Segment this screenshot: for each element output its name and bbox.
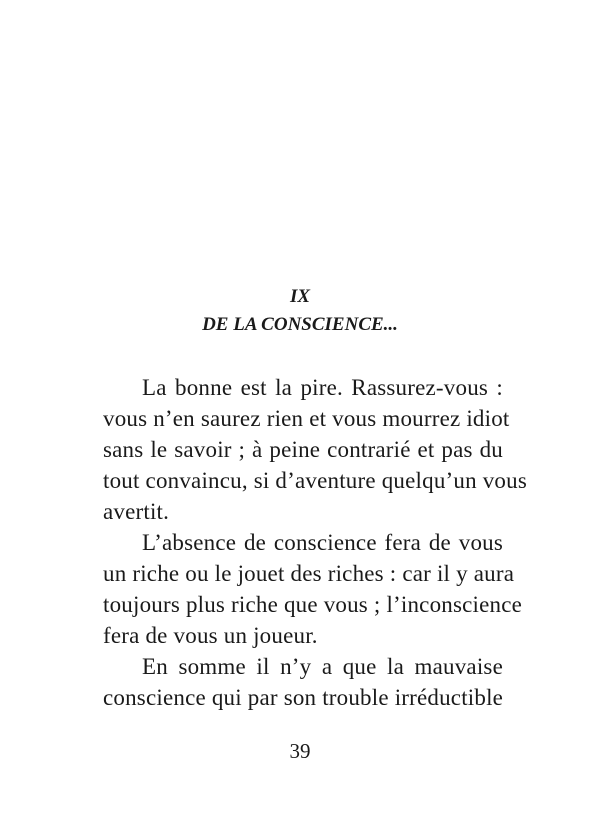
text-line: sans le savoir ; à peine contrarié et pas du [103, 437, 503, 462]
body-text [103, 372, 527, 713]
page-number: 39 [289, 739, 311, 763]
text-line: un riche ou le jouet des riches : car il y aura [103, 561, 515, 586]
chapter-header [0, 283, 600, 339]
text-line: La bonne est la pire. Rassurez-vous : [142, 375, 503, 400]
text-line: avertit. [103, 499, 170, 524]
text-line: En somme il n’y a que la mauvaise [142, 654, 503, 679]
text-line: fera de vous un joueur. [103, 623, 318, 648]
text-line: tout convaincu, si d’aventure quelqu’un vous [103, 468, 527, 493]
text-line: L’absence de conscience fera de vous [142, 530, 503, 555]
text-line: toujours plus riche que vous ; l’inconscience [103, 592, 523, 617]
text-line: conscience qui par son trouble irréductible [103, 685, 504, 710]
text-line: vous n’en saurez rien et vous mourrez idiot [103, 406, 510, 431]
chapter-number: IX [289, 286, 311, 307]
chapter-title: DE LA CONSCIENCE... [202, 314, 398, 335]
